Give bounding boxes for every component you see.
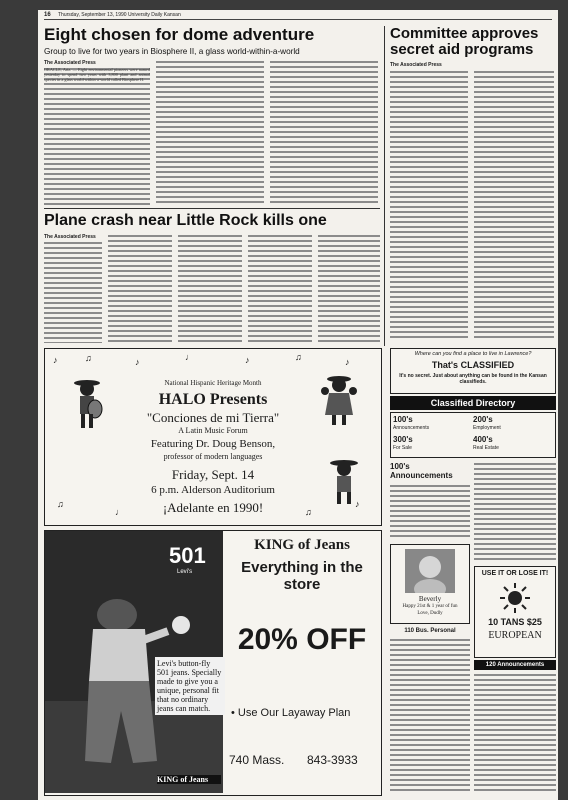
- section-100-header: 100's Announcements: [390, 462, 453, 480]
- store-phone: 843-3933: [307, 753, 358, 767]
- dome-byline: The Associated Press: [44, 60, 96, 66]
- category-number: 100's: [393, 415, 413, 424]
- committee-column-2: [474, 70, 554, 340]
- baby-name: Beverly: [418, 595, 442, 603]
- halo-program: "Conciones de mi Tierra": [146, 410, 280, 425]
- section-rule: [44, 208, 380, 209]
- baby-photo-box: [390, 544, 470, 624]
- halo-date: Friday, Sept. 14: [171, 467, 255, 482]
- layaway-note: • Use Our Layaway Plan: [231, 707, 351, 719]
- classified-column-4: [474, 673, 556, 794]
- page-number: 16: [44, 12, 51, 18]
- levis-label: Levi's: [177, 569, 193, 575]
- crash-headline: Plane crash near Little Rock kills one: [44, 212, 327, 229]
- music-note-icon: ♩: [185, 352, 194, 362]
- music-note-icon: ♪: [245, 355, 250, 365]
- coupon-top: USE IT OR LOSE IT!: [481, 570, 549, 577]
- dome-subhead: Group to live for two years in Biosphere II, a glass world-within-a-world: [44, 47, 300, 56]
- classified-column-3: [474, 462, 556, 562]
- folio-line: Thursday, September 13, 1990 University Daily Kansan: [58, 12, 181, 18]
- page-folio: [44, 12, 552, 20]
- crash-column-1: [44, 241, 102, 343]
- committee-column-1: [390, 70, 468, 340]
- music-note-icon: ♫: [305, 507, 312, 517]
- music-note-icon: ♪: [345, 357, 350, 367]
- halo-title: HALO Presents: [158, 391, 268, 408]
- halo-role: professor of modern languages: [163, 452, 263, 461]
- section-120-header: 120 Announcements: [474, 660, 556, 670]
- category-label: Announcements: [393, 425, 430, 431]
- committee-byline: The Associated Press: [390, 62, 442, 68]
- category-label: Employment: [473, 425, 501, 431]
- halo-month: National Hispanic Heritage Month: [164, 379, 262, 387]
- column-divider: [384, 26, 385, 346]
- crash-column-2: [108, 234, 172, 343]
- section-110-header: 110 Bus. Personal: [404, 628, 456, 634]
- category-label: For Sale: [393, 445, 412, 451]
- category-number: 200's: [473, 415, 493, 424]
- brand-501: 501: [169, 543, 206, 568]
- category-300[interactable]: [393, 435, 471, 455]
- dome-headline: Eight chosen for dome adventure: [44, 25, 315, 44]
- store-headline: Everything in the store: [241, 559, 363, 593]
- store-address: 740 Mass.: [229, 753, 285, 767]
- king-of-jeans-ad: [44, 530, 382, 796]
- music-note-icon: ♪: [53, 355, 58, 365]
- sun-icon: [499, 583, 531, 613]
- discount-label: 20% OFF: [237, 623, 367, 656]
- category-200[interactable]: [473, 415, 551, 435]
- promo-question: Where can you find a place to live in Lawrence?: [414, 351, 532, 357]
- music-note-icon: ♩: [115, 507, 124, 517]
- directory-grid: [390, 412, 556, 458]
- jeans-photo: [45, 531, 223, 793]
- jeans-copy: Levi's button-fly 501 jeans. Specially made to give you a unique, personal fit that no ordinary jeans can match.: [155, 657, 225, 715]
- category-100[interactable]: [393, 415, 471, 435]
- crash-byline: The Associated Press: [44, 234, 96, 240]
- store-name-top: KING of Jeans: [254, 537, 350, 553]
- tanning-coupon: [474, 566, 556, 658]
- halo-featuring: Featuring Dr. Doug Benson,: [150, 438, 276, 450]
- music-note-icon: ♫: [57, 499, 64, 509]
- halo-slogan: ¡Adelante en 1990!: [162, 500, 264, 515]
- classified-column-1: [390, 484, 470, 540]
- newspaper-page: [38, 10, 558, 800]
- classified-directory-header: Classified Directory: [390, 396, 556, 410]
- baby-photo: [405, 549, 455, 593]
- baby-note-2: Love, Dudly: [417, 611, 443, 616]
- classified-promo: [390, 348, 556, 394]
- category-number: 400's: [473, 435, 493, 444]
- music-note-icon: ♪: [355, 499, 360, 509]
- classified-column-2: [390, 638, 470, 794]
- baby-note-1: Happy 21st & 1 year of fun: [402, 604, 458, 609]
- coupon-name: EUROPEAN: [488, 630, 542, 641]
- dome-column-2: [156, 60, 264, 205]
- crash-column-4: [248, 234, 312, 343]
- crash-column-3: [178, 234, 242, 343]
- category-400[interactable]: [473, 435, 551, 455]
- category-number: 300's: [393, 435, 413, 444]
- music-note-icon: ♫: [85, 353, 92, 363]
- promo-sub: It's no secret. Just about anything can be found in the Kansan classifieds.: [399, 373, 547, 385]
- category-label: Real Estate: [473, 445, 499, 451]
- halo-ad: [44, 348, 382, 526]
- music-note-icon: ♪: [135, 357, 140, 367]
- halo-forum: A Latin Music Forum: [178, 426, 248, 435]
- promo-answer: That's CLASSIFIED: [431, 360, 515, 370]
- committee-headline: Committee approves secret aid programs: [390, 25, 539, 58]
- dome-column-3: [270, 60, 378, 205]
- coupon-offer: 10 TANS $25: [488, 617, 542, 627]
- dome-column-1: ORACLE, Ariz. — Eight environmental pioneers were named yesterday to spend two years with 3,800 plant and animal species in a glass world-within-a-world called Biosphere II.: [44, 67, 150, 205]
- store-name-bottom: KING of Jeans: [157, 775, 221, 784]
- music-note-icon: ♫: [295, 352, 302, 362]
- halo-place: 6 p.m. Alderson Auditorium: [151, 484, 275, 496]
- crash-column-5: [318, 234, 380, 343]
